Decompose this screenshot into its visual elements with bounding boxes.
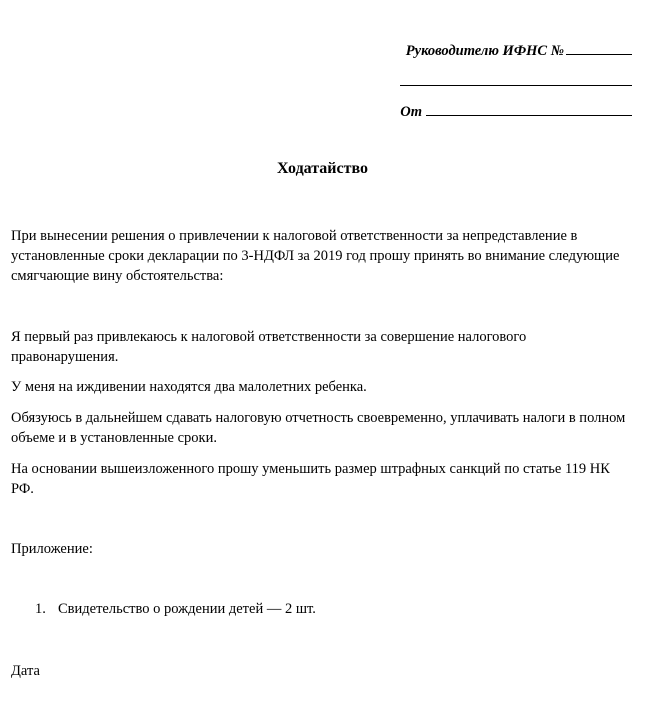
attachment-label: Приложение:: [11, 541, 93, 557]
document-title: Ходатайство: [276, 160, 369, 177]
attachment-item-text: Свидетельство о рождении детей — 2 шт.: [58, 601, 316, 617]
addressee-name-blank: [400, 85, 632, 86]
addressee-line: [406, 40, 632, 60]
list-number: 1.: [35, 601, 46, 617]
sender-line: [400, 101, 632, 121]
date-label: Дата: [11, 663, 40, 679]
request-paragraph: На основании вышеизложенного прошу уменьшить размер штрафных санкций по статье 119 НК РФ.: [11, 461, 610, 497]
intro-paragraph: При вынесении решения о привлечении к налоговой ответственности за непредставление в установленные сроки декларации по 3-НДФЛ за 2019 год прошу принять во внимание следующие смягчающие вину обстоятельства:: [11, 228, 620, 284]
circumstance-paragraph: У меня на иждивении находятся два малолетних ребенка.: [11, 379, 367, 395]
circumstance-paragraph: Я первый раз привлекаюсь к налоговой ответственности за совершение налогового правонарушения.: [11, 329, 527, 365]
ifns-number-blank: [566, 40, 632, 55]
sender-name-blank: [426, 101, 632, 116]
circumstance-paragraph: Обязуюсь в дальнейшем сдавать налоговую отчетность своевременно, уплачивать налоги в полном объеме и в установленные сроки.: [11, 410, 626, 446]
attachment-list-item: [35, 599, 316, 619]
addressee-label: Руководителю ИФНС №: [405, 43, 564, 59]
sender-label: От: [400, 104, 422, 120]
